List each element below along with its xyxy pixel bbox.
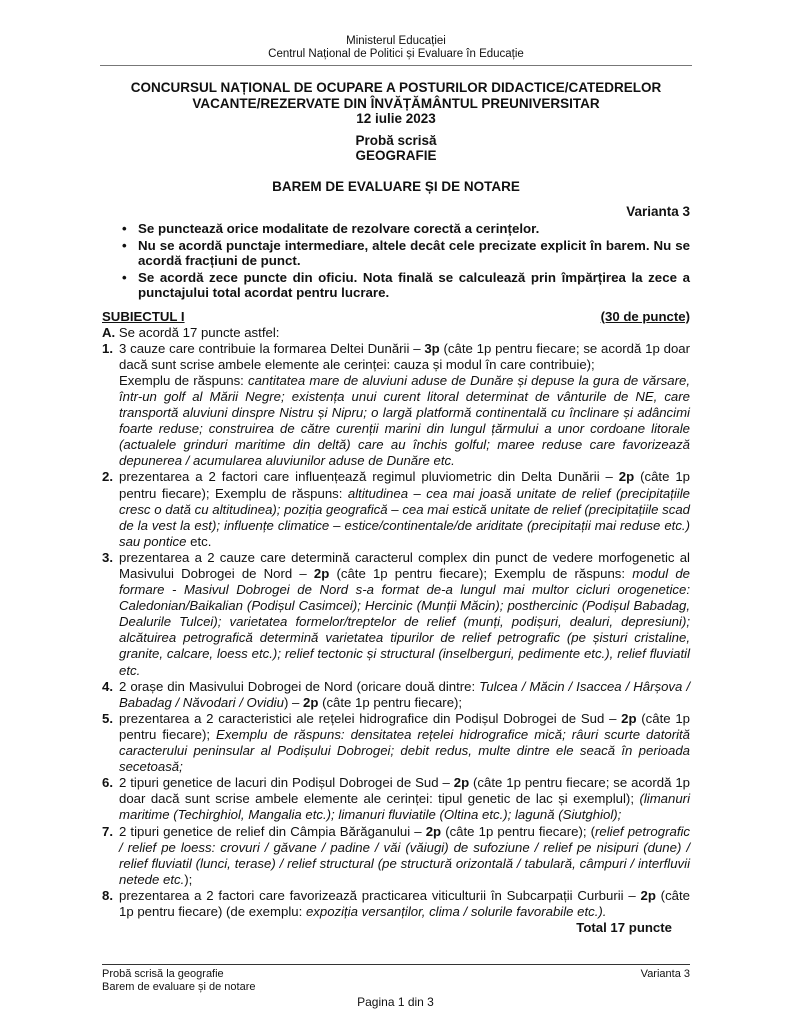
- points-value: 2p: [640, 887, 656, 903]
- section-title: SUBIECTUL I: [102, 308, 185, 324]
- example-answer: Tulcea / Măcin / Isaccea / Hârșova / Babadag / Năvodari / Ovidiu: [119, 678, 691, 710]
- points-value: 2p: [425, 823, 442, 839]
- item-paragraph: [119, 888, 690, 920]
- barem-item: [102, 888, 690, 920]
- barem-item: [102, 824, 690, 888]
- item-number: 1.: [102, 340, 113, 356]
- item-number: 3.: [102, 549, 113, 565]
- barem-item: [102, 679, 690, 711]
- part-a-text: Se acordă 17 puncte astfel:: [115, 324, 280, 340]
- exam-subject: GEOGRAFIE: [355, 148, 437, 163]
- exam-type: Probă scrisă: [355, 132, 437, 148]
- item-paragraph: [119, 679, 690, 711]
- rule-item: • Se acordă zece puncte din oficiu. Nota finală se calculează prin împărțirea la zece a punctajului total acordat pentru lucrare.: [120, 270, 690, 301]
- points-value: 2p: [313, 566, 330, 581]
- item-text: (câte 1p pentru fiecare; se acordă 1p doar dacă sunt scrise ambele elemente ale cerinței: tipul genetic de lac și exemplul);: [119, 775, 690, 807]
- points-value: 2p: [618, 469, 635, 485]
- item-text: (câte 1p pentru fiecare); Exemplu de răspuns:: [119, 469, 690, 501]
- item-text: (câte 1p pentru fiecare); Exemplu de răspuns:: [329, 566, 633, 581]
- item-number: 6.: [102, 775, 113, 791]
- item-text: 2 tipuri genetice de lacuri din Podișul Dobrogei de Sud –: [119, 775, 454, 791]
- exam-date: 12 iulie 2023: [356, 111, 436, 126]
- item-text: 2 orașe din Masivului Dobrogei de Nord (oricare două dintre:: [119, 678, 480, 694]
- example-answer: modul de formare - Masivul Dobrogei de Nord s-a format de-a lungul mai multor cicluri orogenetice: Caledonian/Baikalian (Podișul Casimcei); Hercinic (Munții Măcin); posthercinic (Podișul Babadag, Dealurile Tulcei); varietatea formelor/treptelor de relief (munți, podișuri, dealuri, depresiuni); alcătuirea petrografică determină varietatea tipurilor de relief petrografic (pe șisturi cristaline, granite, calcare, loess etc.); relief tectonic și structural (inselberguri, pedimente etc.), relief fluviatil etc.: [119, 566, 690, 678]
- item-text: (câte 1p pentru fiecare);: [318, 694, 463, 710]
- items-list: [102, 341, 690, 920]
- item-number: 4.: [102, 678, 113, 694]
- example-answer: Exemplu de răspuns: densitatea rețelei hidrografice mică; râuri scurte datorită caracterului peninsular al Podișului Dobrogei; debit redus, multe dintre ele seacă în perioada secetoasă;: [119, 726, 691, 775]
- center-name: Centrul Național de Politici și Evaluare în Educație: [268, 47, 524, 60]
- item-text: (câte 1p pentru fiecare) (de exemplu:: [119, 887, 690, 919]
- item-text: );: [184, 871, 193, 887]
- header-divider: [100, 65, 692, 66]
- item-text: etc.: [186, 533, 212, 549]
- barem-body: [102, 309, 690, 937]
- footer-divider: [102, 964, 690, 965]
- example-answer: altitudinea – cea mai joasă unitate de relief (precipitațiile cresc o dată cu altitudinea); poziția geografică – cea mai estică unitate de relief (precipitațiile scad de la vest la est); influențe climatice – estice/continentale/de ariditate (precipitații mai reduse etc.) sau pontice: [119, 485, 691, 549]
- footer-variant: Varianta 3: [640, 968, 690, 980]
- points-value: 3p: [424, 340, 440, 356]
- points-value: 2p: [453, 775, 470, 791]
- page-number: Pagina 1 din 3: [357, 995, 434, 1009]
- item-text: (câte 1p pentru fiecare; se acordă 1p doar dacă sunt scrise ambele elemente ale cerinței: cauza și modul în care contribuie);: [119, 340, 690, 372]
- rule-item: • Nu se acordă punctaje intermediare, altele decât cele precizate explicit în barem. Nu se acordă fracțiuni de punct.: [120, 238, 690, 269]
- barem-item: [102, 469, 690, 549]
- document-flow: [102, 35, 690, 936]
- item-paragraph: [119, 775, 690, 823]
- section-heading: [102, 309, 690, 325]
- example-answer: cantitatea mare de aluviuni aduse de Dunăre și depuse la gura de vărsare, într-un golf al Mării Negre; existența unui curent litoral determinat de vânturile de NE, care transportă aluviuni dinspre Nistru și Nipru; o largă platformă continentală cu înclinare și adâncimi foarte reduse; construirea de către curenții marini din lungul țărmului a unor cordoane litorale (actualele grinduri maritime din deltă) care au închis golful; maree reduse care favorizează depunerea / acumularea aluviunilor aduse de Dunăre etc.: [119, 372, 690, 469]
- item-paragraph: [119, 341, 690, 373]
- item-number: 2.: [102, 469, 113, 485]
- item-text: prezentarea a 2 cauze care determină caracterul complex din punct de vedere morfogenetic al Masivului Dobrogei de Nord –: [119, 549, 690, 581]
- item-number: 8.: [102, 887, 113, 903]
- part-a-intro: [102, 325, 690, 341]
- points-value: 2p: [621, 710, 637, 726]
- title-line2: VACANTE/REZERVATE DIN ÎNVĂȚĂMÂNTUL PREUNIVERSITAR: [192, 95, 600, 111]
- item-paragraph: [119, 824, 690, 888]
- item-paragraph: [119, 373, 690, 470]
- title-line1: CONCURSUL NAȚIONAL DE OCUPARE A POSTURILOR DIDACTICE/CATEDRELOR: [130, 80, 662, 95]
- item-text: ) –: [283, 694, 304, 710]
- rules-list: [102, 221, 690, 301]
- footer-barem: Barem de evaluare și de notare: [102, 981, 256, 993]
- item-text: (câte 1p pentru fiecare); (: [441, 823, 596, 839]
- ministry-name: Ministerul Educației: [346, 35, 446, 47]
- total-points: Total 17 puncte: [576, 920, 672, 936]
- item-text: 3 cauze care contribuie la formarea Deltei Dunării –: [119, 340, 425, 356]
- section-points: (30 de puncte): [600, 308, 690, 324]
- rule-item: • Se punctează orice modalitate de rezolvare corectă a cerințelor.: [120, 221, 690, 237]
- item-paragraph: [119, 469, 690, 549]
- item-text: 2 tipuri genetice de relief din Câmpia Bărăganului –: [119, 823, 426, 839]
- barem-item: [102, 775, 690, 823]
- example-answer: (limanuri maritime (Techirghiol, Mangalia etc.); limanuri fluviatile (Oltina etc.); lagună (Siutghiol);: [119, 791, 690, 823]
- item-text: Exemplu de răspuns:: [119, 372, 248, 388]
- points-value: 2p: [303, 694, 319, 710]
- item-text: prezentarea a 2 factori care influențează regimul pluviometric din Delta Dunării –: [119, 469, 619, 485]
- item-paragraph: [119, 711, 690, 775]
- barem-item: [102, 341, 690, 470]
- footer-exam: Probă scrisă la geografie: [102, 968, 224, 980]
- item-text: prezentarea a 2 factori care favorizează practicarea viticulturii în Subcarpații Curburii –: [119, 887, 641, 903]
- barem-item: [102, 550, 690, 679]
- example-answer: relief petrografic / relief pe loess: crovuri / găvane / padine / văi (văiugi) de sufoziune / relief pe nisipuri (dune) / relief fluviatil (lunci, terase) / relief structural (pe structură orizontală / tabulară, câmpuri / interfluvii netede etc.: [119, 823, 691, 887]
- item-number: 5.: [102, 710, 113, 726]
- example-answer: expoziția versanților, clima / solurile favorabile etc.).: [305, 903, 607, 919]
- barem-title: BAREM DE EVALUARE ȘI DE NOTARE: [272, 178, 520, 194]
- part-a-label: A.: [102, 324, 116, 340]
- variant-label: Varianta 3: [626, 204, 690, 219]
- item-number: 7.: [102, 823, 113, 839]
- barem-item: [102, 711, 690, 775]
- item-text: prezentarea a 2 caracteristici ale rețelei hidrografice din Podișul Dobrogei de Sud –: [119, 710, 622, 726]
- item-paragraph: [119, 550, 690, 679]
- item-text: (câte 1p pentru fiecare);: [119, 710, 690, 742]
